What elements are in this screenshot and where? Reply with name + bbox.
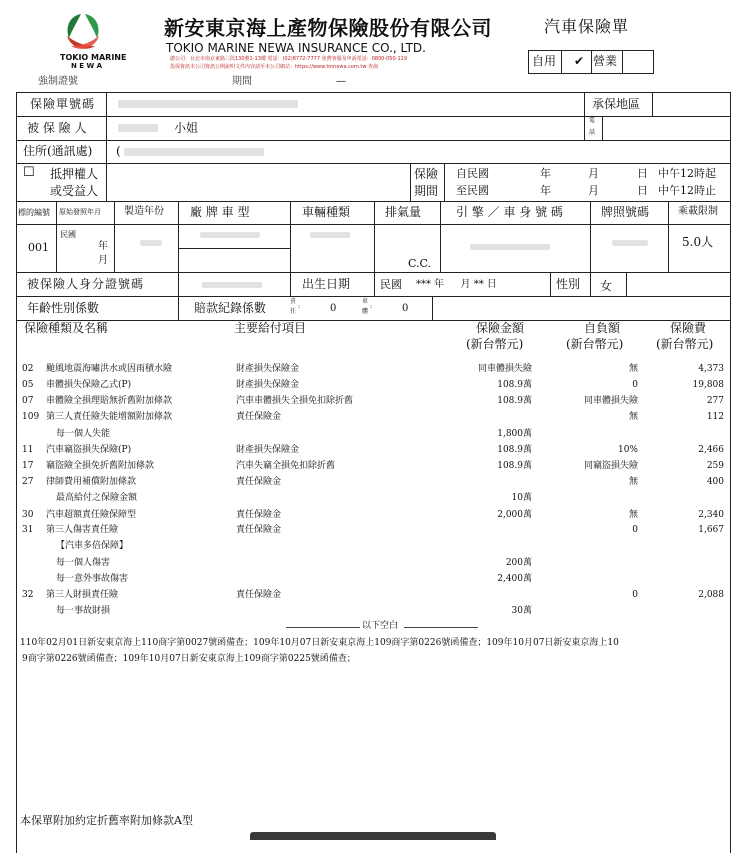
coverage-amount: 10萬: [511, 493, 532, 503]
coverage-deduct: 無: [628, 477, 638, 487]
coverage-amount: 200萬: [505, 558, 532, 568]
gender-value: 女: [600, 279, 613, 293]
logo: [38, 12, 128, 74]
start-time: 中午12時起: [658, 167, 716, 180]
coverage-name: 每一個人傷害: [56, 558, 111, 568]
vehicle-capacity: 5.0人: [682, 235, 714, 249]
coverage-name: 第三人傷害責任險: [46, 525, 119, 535]
coverage-code: 109: [22, 412, 40, 422]
vehicle-issue-roc: 民國: [60, 230, 76, 239]
coverage-name: 每一意外事故傷害: [56, 574, 129, 584]
vehicle-header-make-model: 廠 牌 車 型: [190, 205, 250, 219]
coverage-name: 【汽車多倍保障】: [56, 541, 129, 551]
liab-factor: 0: [330, 303, 337, 314]
coverage-item: 責任保險金: [236, 412, 282, 422]
address-label: 住所(通訊處): [23, 144, 93, 158]
footer-clause: 本保單附加約定折舊率附加條款A型: [20, 814, 193, 827]
coverage-col-name: 保險種類及名稱: [24, 321, 109, 335]
logo-text-main: TOKIO MARINE: [60, 53, 127, 62]
period-label-b: 期間: [414, 184, 439, 198]
id-number-label: 被保險人身分證號碼: [27, 277, 145, 291]
logo-text-sub: N E W A: [71, 62, 103, 70]
vehicle-header-plate: 牌照號碼: [601, 205, 650, 219]
mortgagee-checkbox[interactable]: ☐: [23, 165, 35, 180]
company-website: 投保資訊本公司資訊公開說明文件內容請至本公司網站：https://www.tmnewa.com.tw 查詢: [170, 64, 379, 70]
mortgagee-label: 抵押權人: [50, 167, 99, 181]
coverage-premium: 2,340: [698, 510, 724, 520]
coverage-deduct: 無: [628, 510, 638, 520]
policy-number-redacted: [118, 100, 298, 108]
coverage-name: 汽車竊盜損失保險(P): [46, 445, 132, 455]
coverage-premium: 277: [706, 396, 724, 406]
coverage-code: 31: [22, 525, 34, 535]
coverage-code: 17: [22, 461, 34, 471]
vehicle-issue-year: 年: [98, 241, 108, 252]
phone-label-1: 電: [589, 117, 596, 124]
coverage-premium: 1,667: [698, 525, 724, 535]
age-factor-label: 年齡性別係數: [27, 301, 100, 315]
coverage-premium: 400: [706, 477, 724, 487]
from-day: 日: [637, 167, 648, 180]
coverage-item: 財產損失保險金: [236, 380, 300, 390]
dob-roc: 民國: [380, 278, 402, 291]
company-name-zh: 新安東京海上產物保險股份有限公司: [164, 16, 492, 40]
page-overlay-bar: [250, 832, 496, 840]
liab-label-2: 任: [290, 308, 297, 315]
end-time: 中午12時止: [658, 184, 716, 197]
coverage-code: 11: [22, 445, 34, 455]
coverage-name: 每一事故財損: [56, 606, 111, 616]
coverage-col-premium: 保險費: [670, 321, 707, 335]
vehicle-item-no: 001: [28, 241, 49, 254]
usage-business: 營業: [593, 54, 618, 68]
coverage-name: 竊盜險全損免折舊附加條款: [46, 461, 155, 471]
vehicle-issue-month: 月: [98, 255, 108, 266]
filing-note-line-2: 9商字第0226號函備查；109年10月07日新安東京海上109商字第0225號函備查；: [22, 654, 356, 664]
coverage-deduct: 同車體損失險: [583, 396, 638, 406]
from-month: 月: [588, 167, 599, 180]
coverage-premium: 112: [706, 412, 724, 422]
car-label-2: 體: [362, 308, 369, 315]
coverage-item: 責任保險金: [236, 477, 282, 487]
to-year: 年: [540, 184, 551, 197]
insured-name: 小姐: [174, 121, 199, 135]
coverage-item: 責任保險金: [236, 510, 282, 520]
coverage-premium: 2,466: [698, 445, 724, 455]
car-label-1: 車: [362, 298, 369, 305]
vehicle-make-redacted: [200, 232, 260, 238]
coverage-amount: 108.9萬: [497, 380, 532, 390]
coverage-col-premium-unit: (新台幣元): [656, 337, 714, 351]
coverage-premium: 259: [706, 461, 724, 471]
address-redacted: [124, 148, 264, 156]
liab-label-1: 責: [290, 298, 297, 305]
id-number-redacted: [202, 282, 262, 288]
coverage-premium: 4,373: [698, 364, 724, 374]
coverage-name: 第三人責任險失能增額附加條款: [46, 412, 173, 422]
car-colon: :: [370, 303, 373, 310]
coverage-name: 車體險全損理賠無折舊附加條款: [46, 396, 173, 406]
coverage-col-amount: 保險金額: [476, 321, 525, 335]
gender-label: 性別: [556, 277, 581, 291]
vehicle-cc: C.C.: [408, 257, 432, 270]
vehicle-header-engine-no: 引 擎 ／ 車 身 號 碼: [456, 205, 563, 219]
coverage-premium: 19,808: [692, 380, 724, 390]
coverage-deduct: 無: [628, 412, 638, 422]
coverage-deduct: 無: [628, 364, 638, 374]
to-label: 至民國: [456, 184, 489, 197]
insured-name-redacted: [118, 124, 158, 132]
beneficiary-label: 或受益人: [50, 184, 99, 198]
coverage-col-deduct: 自負額: [584, 321, 621, 335]
coverage-amount: 108.9萬: [497, 396, 532, 406]
check-mark-icon: ✔: [574, 54, 585, 68]
company-address: 總公司：台北市南京東路三段130號1-13樓 電話：(02)8772-7777 免費客服及申訴電話：0800-050-119: [170, 56, 408, 62]
dob-value: *** 年 月 ** 日: [416, 279, 497, 290]
coverage-name: 汽車超額責任險保障型: [46, 510, 137, 520]
coverage-name: 車體損失保險乙式(P): [46, 380, 132, 390]
vehicle-header-type: 車輛種類: [302, 205, 351, 219]
coverage-deduct: 0: [632, 525, 638, 535]
usage-private: 自用: [532, 54, 557, 68]
period-label: 期間: [232, 76, 252, 87]
coverage-col-deduct-unit: (新台幣元): [566, 337, 624, 351]
coverage-amount: 108.9萬: [497, 461, 532, 471]
coverage-item: 汽車失竊全損免扣除折舊: [236, 461, 336, 471]
coverage-item: 財產損失保險金: [236, 445, 300, 455]
coverage-amount: 30萬: [511, 606, 532, 616]
claim-factor-label: 賠款紀錄係數: [194, 301, 267, 315]
coverage-name: 第三人財損責任險: [46, 590, 119, 600]
dob-label: 出生日期: [302, 277, 351, 291]
coverage-deduct: 同竊盜損失險: [583, 461, 638, 471]
from-year: 年: [540, 167, 551, 180]
company-name-en: TOKIO MARINE NEWA INSURANCE CO., LTD.: [166, 41, 426, 55]
coverage-amount: 1,800萬: [497, 429, 532, 439]
coverage-code: 05: [22, 380, 34, 390]
phone-label-2: 話: [589, 129, 596, 136]
coverage-deduct: 0: [632, 380, 638, 390]
filing-note-line-1: 110年02月01日新安東京海上110商字第0027號函備查；109年10月07日新安東京海上109商字第0226號函備查；109年10月07日新安東京海上10: [20, 638, 619, 648]
coverage-code: 27: [22, 477, 34, 487]
coverage-amount: 2,400萬: [497, 574, 532, 584]
coverage-col-amount-unit: (新台幣元): [466, 337, 524, 351]
coverage-deduct: 0: [632, 590, 638, 600]
blank-below-label: 以下空白: [362, 621, 399, 631]
coverage-code: 02: [22, 364, 34, 374]
coverage-item: 財產損失保險金: [236, 364, 300, 374]
vehicle-header-mfg-year: 製造年份: [124, 206, 164, 217]
vehicle-engine-redacted: [470, 244, 550, 250]
coverage-code: 32: [22, 590, 34, 600]
liab-colon: :: [298, 303, 301, 310]
document-type: 汽車保險單: [544, 17, 630, 36]
coverage-col-item: 主要給付項目: [234, 321, 307, 335]
coverage-name: 颱風地震海嘯洪水或因雨積水險: [46, 364, 173, 374]
policy-number-label: 保險單號碼: [30, 97, 96, 111]
coverage-amount: 2,000萬: [497, 510, 532, 520]
coverage-name: 律師費用補償附加條款: [46, 477, 137, 487]
tokio-marine-logo-icon: [38, 12, 128, 52]
vehicle-header-capacity: 乘載限制: [678, 206, 718, 217]
vehicle-type-redacted: [310, 232, 350, 238]
coverage-amount: 108.9萬: [497, 445, 532, 455]
period-label-a: 保險: [414, 167, 439, 181]
coverage-item: 責任保險金: [236, 590, 282, 600]
compulsory-label: 強制證號: [38, 76, 78, 87]
coverage-item: 汽車車體損失全損免扣除折舊: [236, 396, 354, 406]
vehicle-plate-redacted: [612, 240, 648, 246]
coverage-premium: 2,088: [698, 590, 724, 600]
insured-label: 被 保 險 人: [27, 121, 87, 135]
from-label: 自民國: [456, 167, 489, 180]
address-prefix: (: [116, 144, 121, 158]
coverage-name: 最高給付之保險金額: [56, 493, 138, 503]
vehicle-header-item-no: 標的編號: [18, 208, 50, 217]
coverage-amount: 同車體損失險: [477, 364, 532, 374]
coverage-code: 30: [22, 510, 34, 520]
region-label: 承保地區: [592, 97, 641, 111]
period-dash: —: [336, 76, 346, 87]
vehicle-header-displacement: 排氣量: [385, 205, 422, 219]
coverage-code: 07: [22, 396, 34, 406]
coverage-item: 責任保險金: [236, 525, 282, 535]
vehicle-header-issue-date: 原始發照年月: [59, 208, 101, 216]
car-factor: 0: [402, 303, 409, 314]
to-month: 月: [588, 184, 599, 197]
coverage-name: 每一個人失能: [56, 429, 111, 439]
vehicle-mfg-redacted: [140, 240, 162, 246]
to-day: 日: [637, 184, 648, 197]
coverage-deduct: 10%: [617, 445, 638, 455]
